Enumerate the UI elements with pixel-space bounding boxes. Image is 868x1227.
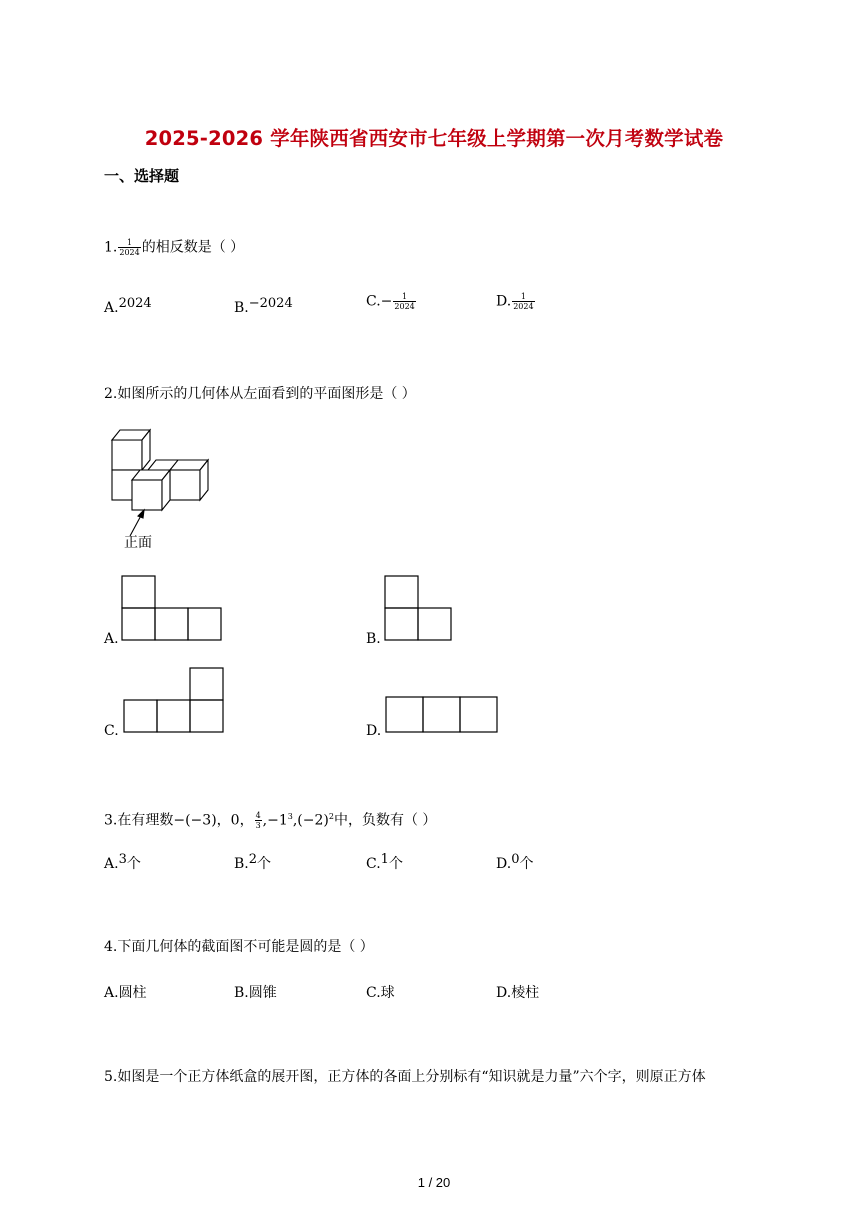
- option-c: C.1个: [366, 852, 403, 872]
- question-number: 2.: [104, 386, 118, 402]
- option-b: B.: [366, 631, 381, 647]
- option-a: A.3个: [104, 852, 141, 872]
- page-number: 1 / 20: [417, 1175, 451, 1190]
- option-a: A.圆柱: [104, 985, 147, 1001]
- option-c: C.− $\frac{1}{2024}$: [366, 292, 415, 311]
- question-stem: 的相反数是（ ）: [141, 239, 245, 256]
- option-a: A.: [104, 631, 119, 647]
- question-3: 3.在有理数−(−3)，0， $\frac{4}{3}$ $,-1^3,(-2)^2$中，负数有（ ）: [104, 811, 437, 831]
- page-title: 2025-2026 学年陕西省西安市七年级上学期第一次月考数学试卷: [144, 127, 724, 150]
- option-d: D.: [366, 723, 382, 739]
- expression: −(−3): [173, 812, 217, 829]
- option-b: B.2个: [234, 852, 272, 872]
- option-c: C.: [104, 723, 119, 739]
- question-stem: 如图所示的几何体从左面看到的平面图形是（ ）: [117, 386, 416, 402]
- fraction: $\frac{1}{2024}$: [119, 238, 140, 257]
- question-2: [104, 385, 416, 403]
- question-1: [104, 238, 244, 257]
- option-c-figure: [123, 667, 226, 734]
- question-5: 5.如图是一个正方体纸盒的展开图，正方体的各面上分别标有“知识就是力量”六个字，则原正方体: [104, 1069, 706, 1085]
- option-b: B.−2024: [234, 296, 293, 316]
- option-d: D.0个: [496, 852, 534, 872]
- question-number: 1.: [104, 239, 118, 256]
- option-a: A.2024: [104, 296, 152, 316]
- option-d: D. $\frac{1}{2024}$: [496, 292, 534, 311]
- option-a-figure: [121, 575, 223, 642]
- fraction: $\frac{4}{3}$: [255, 811, 261, 831]
- option-b: B.圆锥: [234, 985, 277, 1001]
- option-d: D.棱柱: [496, 985, 540, 1001]
- option-d-figure: [385, 696, 498, 734]
- figure-label-front: 正面: [124, 535, 152, 551]
- option-b-figure: [384, 575, 454, 642]
- option-c: C.球: [366, 985, 395, 1001]
- cube-solid-figure: [108, 428, 218, 528]
- question-4: 4.下面几何体的截面图不可能是圆的是（ ）: [104, 939, 374, 955]
- section-heading: 一、选择题: [104, 167, 180, 185]
